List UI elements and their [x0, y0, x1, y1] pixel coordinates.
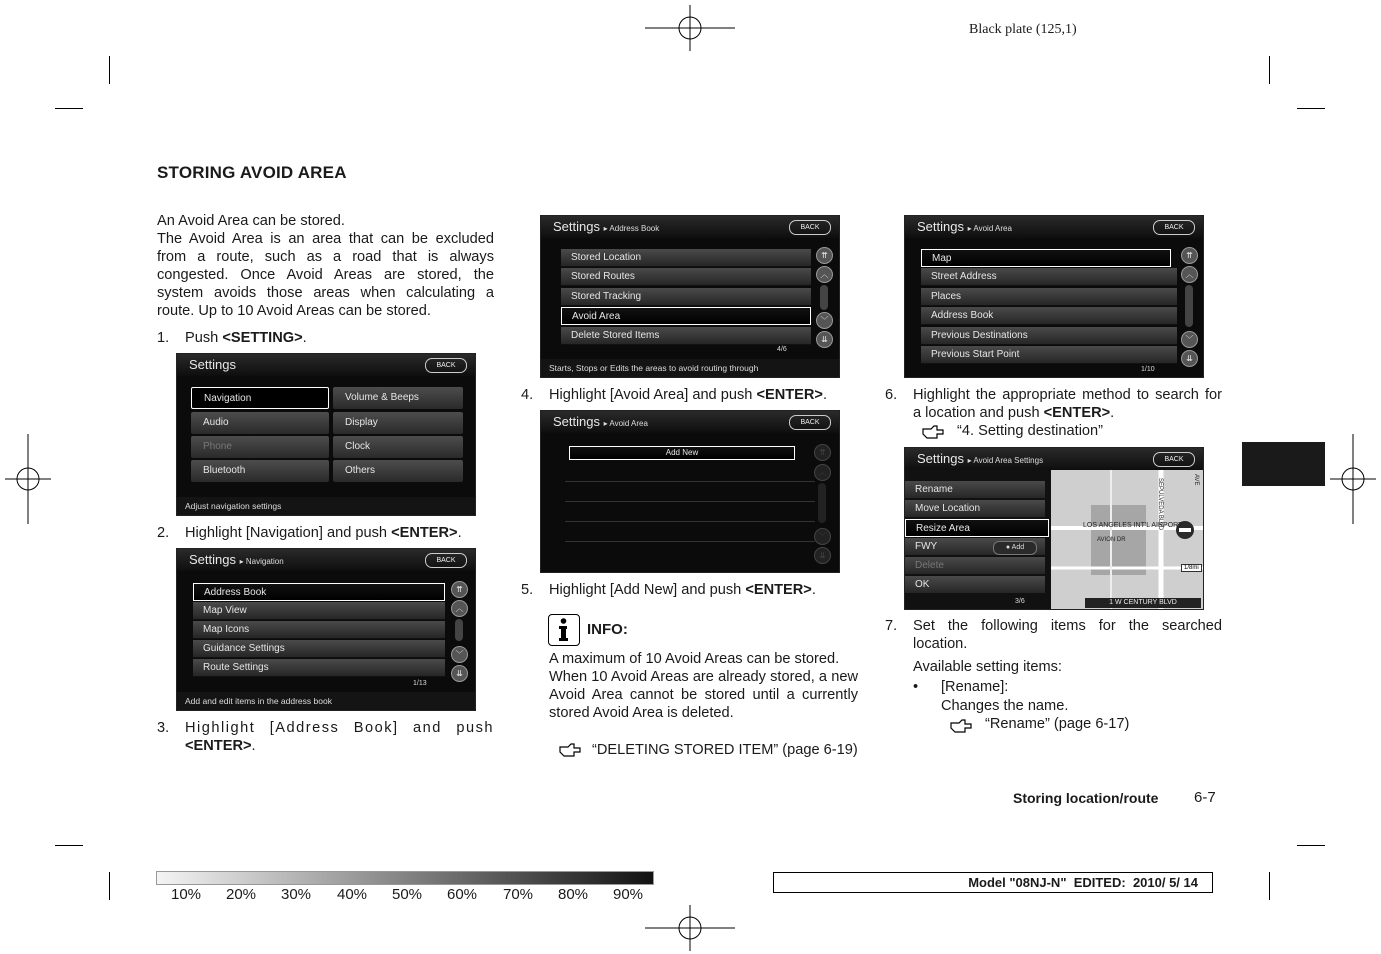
screen-title-main: Settings: [189, 552, 236, 567]
menu-clock[interactable]: Clock: [333, 436, 463, 458]
step-number: 6.: [885, 387, 898, 403]
info-paragraph-1: A maximum of 10 Avoid Areas can be stored.: [549, 651, 840, 667]
step-7-reference: “Rename” (page 6-17): [985, 716, 1130, 732]
bullet-icon: •: [913, 679, 919, 695]
menu-bluetooth[interactable]: Bluetooth: [191, 460, 329, 482]
screen-breadcrumb: Address Book: [609, 224, 660, 233]
screen-title: Settings ▸ Avoid Area: [917, 219, 1012, 234]
footer-section-title: Storing location/route: [1013, 790, 1159, 806]
avoid-area-empty-screen: [540, 410, 840, 573]
menu-map-view[interactable]: Map View: [193, 602, 445, 620]
density-strip: [156, 871, 654, 885]
scroll-up-icon[interactable]: ︿: [816, 266, 833, 283]
map-label-ave: AVE: [1193, 474, 1199, 486]
step-number: 5.: [521, 582, 534, 598]
step-punct: .: [457, 525, 462, 541]
screen-title: Settings: [189, 357, 236, 372]
step-punct: .: [251, 738, 258, 754]
registration-mark-icon: [1330, 434, 1376, 524]
page-number: 6-7: [1194, 789, 1216, 806]
address-book-screen: [540, 215, 840, 378]
model-code: 08NJ-N: [1015, 875, 1061, 890]
menu-move-location[interactable]: Move Location: [905, 500, 1045, 518]
screen-breadcrumb: Navigation: [245, 557, 284, 566]
step-2: [157, 524, 494, 542]
percent-label: 90%: [613, 886, 644, 903]
percent-label: 60%: [447, 886, 478, 903]
menu-phone[interactable]: Phone: [191, 436, 329, 458]
menu-guidance-settings[interactable]: Guidance Settings: [193, 640, 445, 658]
scrollbar[interactable]: [455, 619, 463, 641]
step-number: 2.: [157, 525, 170, 541]
back-button[interactable]: BACK: [425, 358, 467, 373]
screen-title: Settings ▸ Address Book: [553, 219, 660, 234]
reference-icon: [921, 424, 951, 442]
screen-breadcrumb: Avoid Area Settings: [973, 456, 1044, 465]
back-button[interactable]: BACK: [789, 415, 831, 430]
step-6: [885, 386, 1222, 422]
menu-stored-location[interactable]: Stored Location: [561, 249, 811, 267]
menu-ok[interactable]: OK: [905, 576, 1045, 594]
page-indicator: 4/6: [777, 346, 787, 353]
menu-volume-beeps[interactable]: Volume & Beeps: [333, 387, 463, 409]
scrollbar: [818, 483, 826, 523]
menu-previous-start-point[interactable]: Previous Start Point: [921, 346, 1177, 364]
step-text: Highlight [Add New] and push: [549, 582, 746, 598]
scrollbar[interactable]: [1185, 285, 1193, 327]
step-text: Push: [185, 330, 223, 346]
percent-label: 40%: [337, 886, 368, 903]
divider: [565, 541, 815, 542]
screen-title-main: Settings: [917, 451, 964, 466]
crop-mark: [55, 845, 83, 846]
registration-mark-icon: [645, 5, 735, 51]
info-text: [549, 650, 858, 722]
menu-avoid-area[interactable]: Avoid Area: [561, 307, 811, 325]
menu-navigation[interactable]: Navigation: [191, 387, 329, 409]
step-number: 3.: [157, 720, 170, 736]
step-key: <ENTER>: [391, 525, 458, 541]
step-text: Highlight the appropriate method to search for a location and push: [913, 387, 1222, 421]
model-edited-label: " EDITED:: [1060, 875, 1133, 890]
step-4: [521, 386, 858, 404]
scroll-down-icon: ﹀: [814, 528, 831, 545]
scrollbar[interactable]: [820, 285, 828, 310]
crop-mark: [55, 108, 83, 109]
info-reference: “DELETING STORED ITEM” (page 6-19): [592, 742, 858, 758]
screen-footer: Adjust navigation settings: [177, 497, 475, 515]
page-indicator: 3/6: [1015, 598, 1025, 605]
step-key: <ENTER>: [756, 387, 823, 403]
scroll-up-icon[interactable]: ︿: [1181, 266, 1198, 283]
item-rename-desc: Changes the name.: [941, 698, 1069, 714]
step-punct: .: [811, 582, 816, 598]
screen-title: Settings ▸ Avoid Area: [553, 414, 648, 429]
intro-line-2: The Avoid Area is an area that can be excluded from a route, such as a road that is always congested. Once Avoid Areas are stored, the system avoids those areas when calculating a route. Up to 10 Avoid Areas can be stored.: [157, 231, 494, 319]
crop-mark: [109, 872, 110, 900]
map-scale: 1/8mi: [1181, 564, 1202, 572]
step-punct: .: [302, 330, 307, 346]
menu-route-settings[interactable]: Route Settings: [193, 659, 445, 677]
step-punct: .: [822, 387, 828, 403]
avoid-area-settings-screen: [904, 447, 1204, 610]
step-text: Highlight [Avoid Area] and push: [549, 387, 757, 403]
menu-delete[interactable]: Delete: [905, 557, 1045, 575]
scroll-bottom-icon[interactable]: ⇊: [816, 331, 833, 348]
reference-icon: [949, 718, 979, 736]
screen-title-main: Settings: [917, 219, 964, 234]
plate-label: Black plate (125,1): [969, 22, 1077, 37]
model-date: 2010/ 5/ 14: [1132, 875, 1198, 890]
menu-fwy[interactable]: FWY: [905, 538, 1045, 556]
menu-stored-tracking[interactable]: Stored Tracking: [561, 288, 811, 306]
scroll-up-icon[interactable]: ︿: [451, 600, 468, 617]
scroll-down-icon[interactable]: ﹀: [451, 646, 468, 663]
menu-delete-stored-items[interactable]: Delete Stored Items: [561, 327, 811, 345]
navigation-screen: [176, 548, 476, 711]
map-label-avion: AVION DR: [1097, 537, 1126, 543]
percent-label: 50%: [392, 886, 423, 903]
divider: [565, 481, 815, 482]
available-items-label: Available setting items:: [913, 659, 1062, 675]
map-label-sepulveda: SEPULVEDA BLVD: [1157, 478, 1163, 531]
menu-places[interactable]: Places: [921, 288, 1177, 306]
step-number: 7.: [885, 618, 898, 634]
step-key: <ENTER>: [745, 582, 812, 598]
menu-others[interactable]: Others: [333, 460, 463, 482]
menu-map-icons[interactable]: Map Icons: [193, 621, 445, 639]
step-number: 1.: [157, 330, 170, 346]
screen-title-main: Settings: [553, 219, 600, 234]
map-label-airport: LOS ANGELES INT'L AIRPORT: [1083, 522, 1183, 529]
scroll-top-icon[interactable]: ⇈: [816, 247, 833, 264]
fwy-value: Add: [1011, 544, 1025, 551]
fwy-add-toggle[interactable]: ● Add: [993, 541, 1037, 555]
reference-icon: [558, 742, 588, 760]
screen-title-main: Settings: [553, 414, 600, 429]
intro-line-1: An Avoid Area can be stored.: [157, 213, 345, 229]
percent-label: 10%: [171, 886, 202, 903]
percent-label: 30%: [281, 886, 312, 903]
back-button[interactable]: BACK: [789, 220, 831, 235]
scroll-bottom-icon: ⇊: [814, 547, 831, 564]
step-key: <ENTER>: [185, 738, 252, 754]
percent-label: 20%: [226, 886, 257, 903]
back-button[interactable]: BACK: [425, 553, 467, 568]
step-1: [157, 329, 494, 347]
scroll-up-icon: ︿: [814, 464, 831, 481]
crop-mark: [1297, 845, 1325, 846]
scroll-bottom-icon[interactable]: ⇊: [1181, 350, 1198, 367]
menu-stored-routes[interactable]: Stored Routes: [561, 268, 811, 286]
step-6-reference: “4. Setting destination”: [957, 423, 1104, 439]
crop-mark: [109, 56, 110, 84]
menu-previous-destinations[interactable]: Previous Destinations: [921, 327, 1177, 345]
scroll-top-icon: ⇈: [814, 444, 831, 461]
registration-mark-icon: [5, 434, 51, 524]
divider: [565, 501, 815, 502]
screen-footer: Starts, Stops or Edits the areas to avoid routing through: [541, 359, 839, 377]
registration-mark-icon: [645, 905, 735, 951]
back-button[interactable]: BACK: [1153, 452, 1195, 467]
crop-mark: [1269, 872, 1270, 900]
menu-display[interactable]: Display: [333, 412, 463, 434]
step-punct: .: [1110, 405, 1115, 421]
divider: [565, 521, 815, 522]
scroll-down-icon[interactable]: ﹀: [816, 312, 833, 329]
screen-breadcrumb: Avoid Area: [609, 419, 648, 428]
percent-label: 70%: [503, 886, 534, 903]
section-title: STORING AVOID AREA: [157, 163, 347, 182]
screen-title: Settings ▸ Navigation: [189, 552, 284, 567]
settings-screen: [176, 353, 476, 516]
model-prefix: Model ": [968, 875, 1016, 890]
crop-mark: [1269, 56, 1270, 84]
menu-street-address[interactable]: Street Address: [921, 268, 1177, 286]
step-5: [521, 581, 858, 599]
menu-address-book[interactable]: Address Book: [921, 307, 1177, 325]
item-rename: [Rename]:: [941, 679, 1009, 695]
screen-breadcrumb: Avoid Area: [973, 224, 1012, 233]
back-button[interactable]: BACK: [1153, 220, 1195, 235]
screen-footer: Add and edit items in the address book: [177, 692, 475, 710]
scroll-bottom-icon[interactable]: ⇊: [451, 665, 468, 682]
step-3: [157, 719, 494, 755]
menu-audio[interactable]: Audio: [191, 412, 329, 434]
menu-map[interactable]: Map: [921, 249, 1171, 267]
step-number: 4.: [521, 387, 534, 403]
avoid-area-screen: [904, 215, 1204, 378]
model-info: [773, 872, 1213, 893]
scroll-down-icon[interactable]: ﹀: [1181, 331, 1198, 348]
step-text: Highlight [Address Book] and push: [185, 720, 494, 736]
screen-title: Settings ▸ Avoid Area Settings: [917, 451, 1044, 466]
add-new-button[interactable]: Add New: [569, 446, 795, 460]
menu-resize-area[interactable]: Resize Area: [905, 519, 1049, 537]
crop-mark: [1297, 108, 1325, 109]
page-indicator: 1/10: [1141, 366, 1155, 373]
step-key: <SETTING>: [222, 330, 303, 346]
info-icon: [548, 614, 580, 646]
step-key: <ENTER>: [1043, 405, 1111, 421]
menu-rename[interactable]: Rename: [905, 481, 1045, 499]
menu-address-book[interactable]: Address Book: [193, 583, 445, 601]
step-text: Set the following items for the searched location.: [913, 618, 1222, 652]
scroll-top-icon[interactable]: ⇈: [451, 581, 468, 598]
page-indicator: 1/13: [413, 680, 427, 687]
step-7: [885, 617, 1222, 653]
percent-label: 80%: [558, 886, 589, 903]
step-text: Highlight [Navigation] and push: [185, 525, 392, 541]
street-name: 1 W CENTURY BLVD: [1085, 598, 1201, 608]
intro-text: [157, 212, 494, 320]
info-label: INFO:: [587, 621, 628, 638]
scroll-top-icon[interactable]: ⇈: [1181, 247, 1198, 264]
map-view: [1051, 470, 1203, 609]
info-paragraph-2: When 10 Avoid Areas are already stored, a new Avoid Area cannot be stored until a currently stored Avoid Area is deleted.: [549, 669, 858, 721]
chapter-tab: [1242, 442, 1325, 486]
